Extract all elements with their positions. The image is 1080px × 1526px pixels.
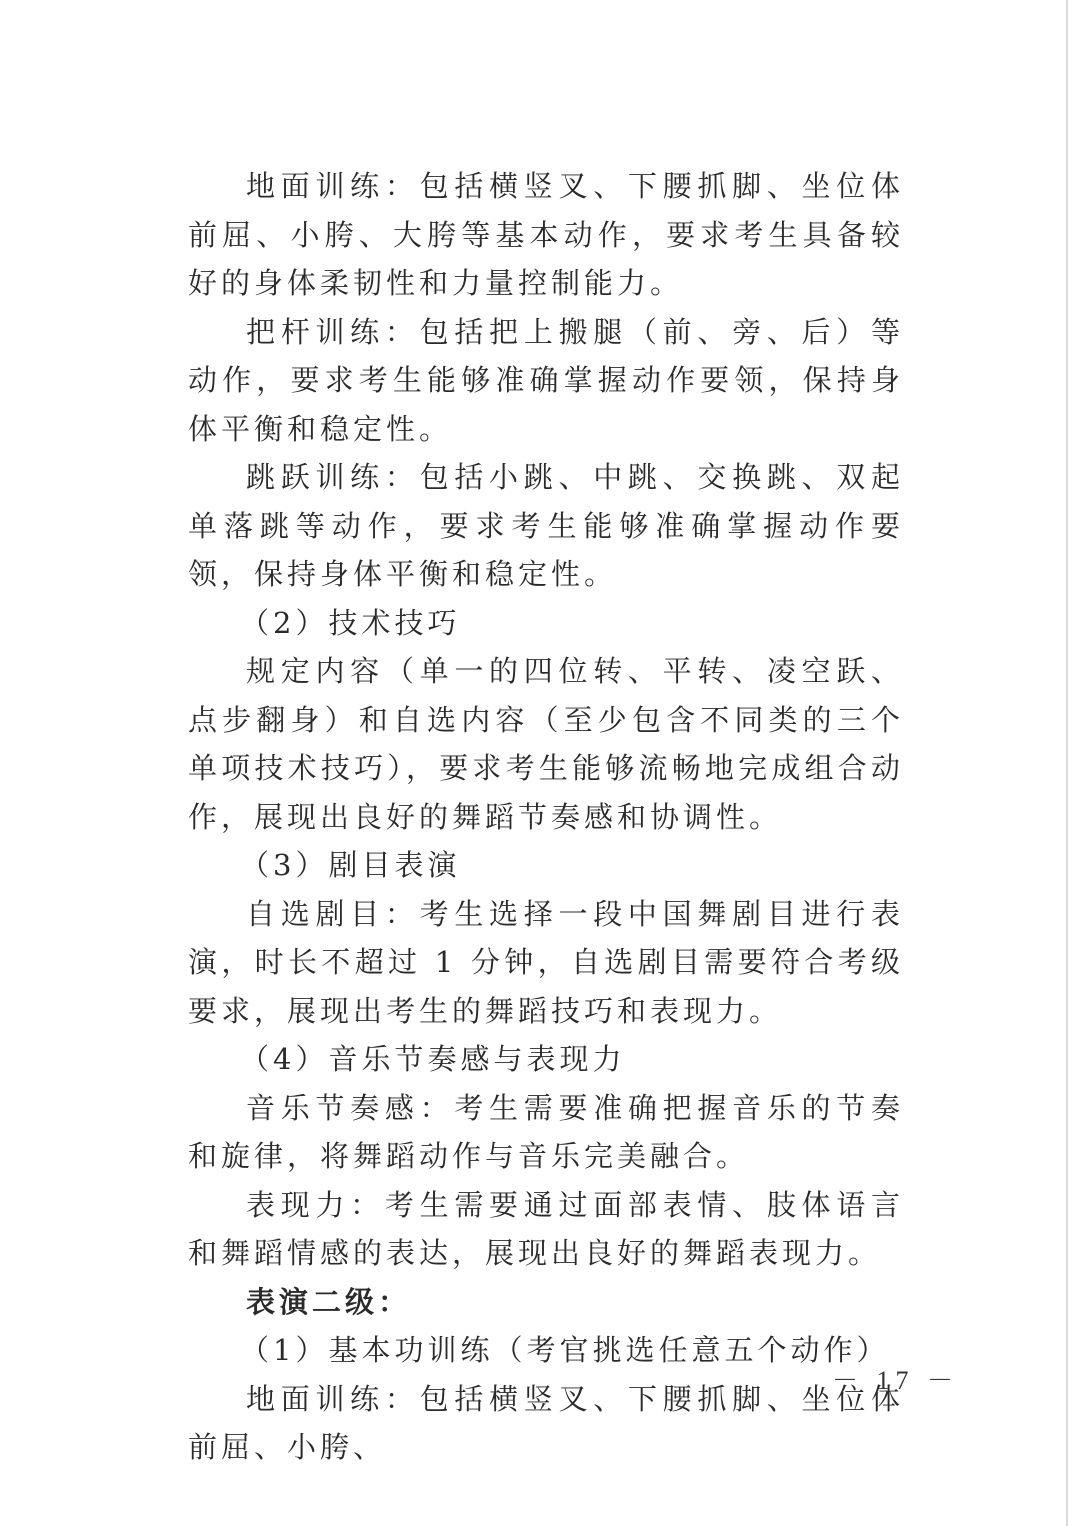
paragraph-jump-training: 跳跃训练：包括小跳、中跳、交换跳、双起单落跳等动作，要求考生能够准确掌握动作要领，保持身体平衡和稳定性。 (188, 460, 904, 591)
section-heading-music-expression: （4）音乐节奏感与表现力 (240, 1042, 626, 1076)
paragraph-music-rhythm: 音乐节奏感：考生需要准确把握音乐的节奏和旋律，将舞蹈动作与音乐完美融合。 (188, 1090, 904, 1173)
level-title-performance-2: 表演二级： (246, 1284, 412, 1319)
section-heading-technique: （2）技术技巧 (240, 605, 461, 640)
paragraph-expression: 表现力：考生需要通过面部表情、肢体语言和舞蹈情感的表达，展现出良好的舞蹈表现力。 (188, 1187, 904, 1270)
paragraph-ground-training: 地面训练：包括横竖叉、下腰抓脚、坐位体前屈、小胯、大胯等基本动作，要求考生具备较好的身体柔韧性和力量控制能力。 (188, 169, 904, 300)
document-body (188, 162, 904, 1472)
paragraph-technique-content: 规定内容（单一的四位转、平转、凌空跃、点步翻身）和自选内容（至少包含不同类的三个单项技术技巧），要求考生能够流畅地完成组合动作，展现出良好的舞蹈节奏感和协调性。 (188, 654, 904, 834)
page-edge-line (1066, 0, 1068, 1526)
section-heading-basic-training: （1）基本功训练（考官挑选任意五个动作） (240, 1333, 890, 1367)
paragraph-repertoire-content: 自选剧目：考生选择一段中国舞剧目进行表演，时长不超过 1 分钟，自选剧目需要符合考级要求，展现出考生的舞蹈技巧和表现力。 (188, 896, 904, 1028)
page-number: － 17 － (832, 1366, 960, 1395)
paragraph-ground-training-2: 地面训练：包括横竖叉、下腰抓脚、坐位体前屈、小胯、 (188, 1381, 904, 1464)
section-heading-repertoire: （3）剧目表演 (240, 848, 461, 882)
paragraph-barre-training: 把杆训练：包括把上搬腿（前、旁、后）等动作，要求考生能够准确掌握动作要领，保持身体平衡和稳定性。 (188, 314, 904, 446)
